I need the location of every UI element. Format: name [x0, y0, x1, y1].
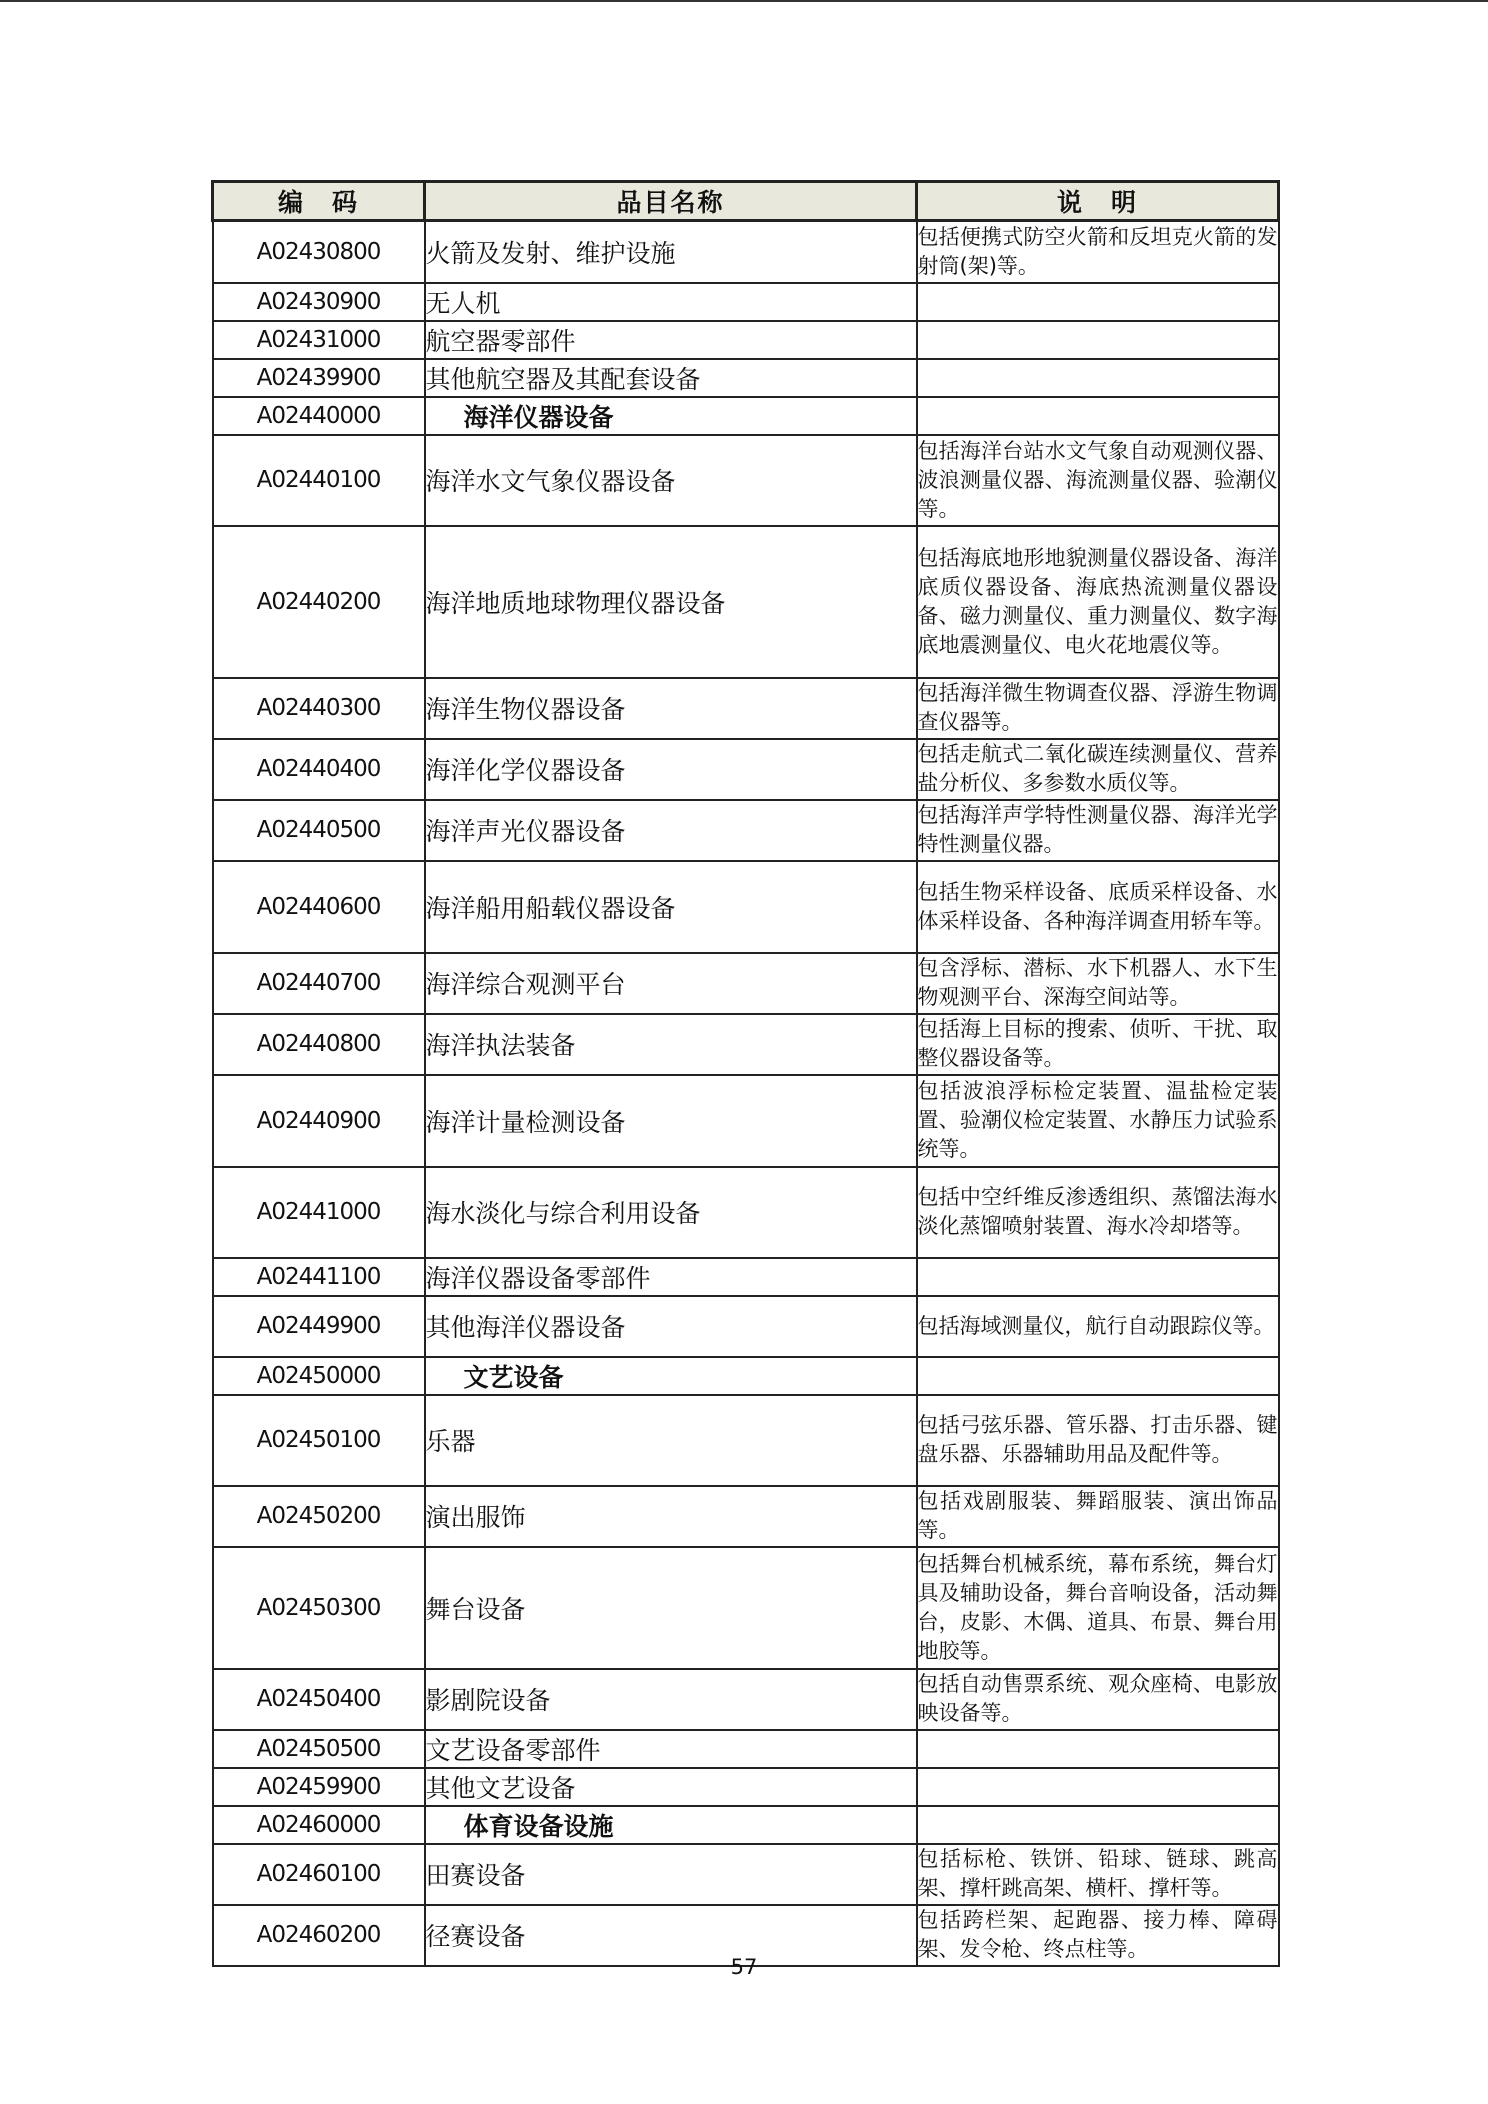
item-name: 其他航空器及其配套设备: [425, 359, 917, 397]
item-name: 航空器零部件: [425, 321, 917, 359]
item-description: [917, 1768, 1279, 1806]
table-row: [213, 359, 1279, 397]
item-code: A02450400: [213, 1669, 425, 1730]
item-description: 包括弓弦乐器、管乐器、打击乐器、键盘乐器、乐器辅助用品及配件等。: [917, 1395, 1279, 1486]
item-name: 海洋船用船载仪器设备: [425, 861, 917, 953]
item-description: [917, 397, 1279, 435]
table-row: [213, 800, 1279, 861]
item-code: A02440000: [213, 397, 425, 435]
table-row: [213, 1844, 1279, 1905]
item-name: 径赛设备: [425, 1905, 917, 1966]
category-name: 海洋仪器设备: [425, 397, 917, 435]
table-row: [213, 526, 1279, 678]
table-row: [213, 435, 1279, 526]
item-code: A02460200: [213, 1905, 425, 1966]
item-code: A02440800: [213, 1014, 425, 1075]
item-code: A02440700: [213, 953, 425, 1014]
item-name: 海洋计量检测设备: [425, 1075, 917, 1167]
table-row: [213, 739, 1279, 800]
item-code: A02460100: [213, 1844, 425, 1905]
item-name: 舞台设备: [425, 1547, 917, 1669]
table-row: [213, 1014, 1279, 1075]
item-description: 包括波浪浮标检定装置、温盐检定装置、验潮仪检定装置、水静压力试验系统等。: [917, 1075, 1279, 1167]
item-name: 海洋化学仪器设备: [425, 739, 917, 800]
table-row: [213, 1486, 1279, 1547]
item-description: 包括海底地形地貌测量仪器设备、海洋底质仪器设备、海底热流测量仪器设备、磁力测量仪、重力测量仪、数字海底地震测量仪、电火花地震仪等。: [917, 526, 1279, 678]
item-code: A02440300: [213, 678, 425, 739]
item-description: 包含浮标、潜标、水下机器人、水下生物观测平台、深海空间站等。: [917, 953, 1279, 1014]
item-description: 包括海洋声学特性测量仪器、海洋光学特性测量仪器。: [917, 800, 1279, 861]
item-name: 无人机: [425, 283, 917, 321]
item-description: 包括便携式防空火箭和反坦克火箭的发射筒(架)等。: [917, 221, 1279, 283]
category-row: [213, 1806, 1279, 1844]
item-description: 包括走航式二氧化碳连续测量仪、营养盐分析仪、多参数水质仪等。: [917, 739, 1279, 800]
table-row: [213, 221, 1279, 283]
item-name: 影剧院设备: [425, 1669, 917, 1730]
item-name: 乐器: [425, 1395, 917, 1486]
item-description: [917, 1258, 1279, 1296]
item-code: A02450500: [213, 1730, 425, 1768]
item-name: 海洋生物仪器设备: [425, 678, 917, 739]
top-border-line: [0, 0, 1488, 2]
item-code: A02440100: [213, 435, 425, 526]
table-row: [213, 1075, 1279, 1167]
item-name: 演出服饰: [425, 1486, 917, 1547]
item-code: A02450000: [213, 1357, 425, 1395]
item-description: 包括舞台机械系统，幕布系统，舞台灯具及辅助设备，舞台音响设备，活动舞台，皮影、木偶、道具、布景、舞台用地胶等。: [917, 1547, 1279, 1669]
item-description: [917, 1806, 1279, 1844]
item-name: 火箭及发射、维护设施: [425, 221, 917, 283]
category-row: [213, 1357, 1279, 1395]
item-name: 海洋仪器设备零部件: [425, 1258, 917, 1296]
item-code: A02430900: [213, 283, 425, 321]
catalog-table: [211, 180, 1280, 1967]
item-description: [917, 1357, 1279, 1395]
table-row: [213, 321, 1279, 359]
table-row: [213, 1669, 1279, 1730]
table-row: [213, 1296, 1279, 1357]
table-row: [213, 1547, 1279, 1669]
item-name: 海洋声光仪器设备: [425, 800, 917, 861]
item-code: A02440500: [213, 800, 425, 861]
table-row: [213, 1167, 1279, 1258]
page-number: 57: [730, 1955, 758, 1979]
item-description: 包括跨栏架、起跑器、接力棒、障碍架、发令枪、终点柱等。: [917, 1905, 1279, 1966]
item-code: A02441100: [213, 1258, 425, 1296]
item-code: A02450300: [213, 1547, 425, 1669]
item-name: 其他文艺设备: [425, 1768, 917, 1806]
item-code: A02439900: [213, 359, 425, 397]
table-row: [213, 1768, 1279, 1806]
item-name: 文艺设备零部件: [425, 1730, 917, 1768]
table-row: [213, 1395, 1279, 1486]
item-description: 包括中空纤维反渗透组织、蒸馏法海水淡化蒸馏喷射装置、海水冷却塔等。: [917, 1167, 1279, 1258]
table-row: [213, 953, 1279, 1014]
item-description: [917, 321, 1279, 359]
item-code: A02440200: [213, 526, 425, 678]
item-name: 其他海洋仪器设备: [425, 1296, 917, 1357]
item-description: 包括戏剧服装、舞蹈服装、演出饰品等。: [917, 1486, 1279, 1547]
item-description: 包括标枪、铁饼、铅球、链球、跳高架、撑杆跳高架、横杆、撑杆等。: [917, 1844, 1279, 1905]
header-desc: 说 明: [917, 182, 1279, 221]
item-name: 田赛设备: [425, 1844, 917, 1905]
item-code: A02450100: [213, 1395, 425, 1486]
item-description: [917, 1730, 1279, 1768]
item-name: 海水淡化与综合利用设备: [425, 1167, 917, 1258]
item-code: A02440400: [213, 739, 425, 800]
item-description: 包括生物采样设备、底质采样设备、水体采样设备、各种海洋调查用轿车等。: [917, 861, 1279, 953]
table-row: [213, 283, 1279, 321]
item-code: A02441000: [213, 1167, 425, 1258]
item-description: 包括海洋台站水文气象自动观测仪器、波浪测量仪器、海流测量仪器、验潮仪等。: [917, 435, 1279, 526]
table-row: [213, 1258, 1279, 1296]
header-code: 编 码: [213, 182, 425, 221]
item-description: 包括海上目标的搜索、侦听、干扰、取整仪器设备等。: [917, 1014, 1279, 1075]
item-name: 海洋执法装备: [425, 1014, 917, 1075]
category-name: 文艺设备: [425, 1357, 917, 1395]
category-row: [213, 397, 1279, 435]
item-description: 包括自动售票系统、观众座椅、电影放映设备等。: [917, 1669, 1279, 1730]
item-name: 海洋综合观测平台: [425, 953, 917, 1014]
table-row: [213, 1730, 1279, 1768]
item-name: 海洋地质地球物理仪器设备: [425, 526, 917, 678]
item-code: A02431000: [213, 321, 425, 359]
item-description: 包括海域测量仪，航行自动跟踪仪等。: [917, 1296, 1279, 1357]
item-code: A02450200: [213, 1486, 425, 1547]
table-header-row: [213, 182, 1279, 221]
item-code: A02430800: [213, 221, 425, 283]
item-code: A02440900: [213, 1075, 425, 1167]
header-name: 品目名称: [425, 182, 917, 221]
category-name: 体育设备设施: [425, 1806, 917, 1844]
item-code: A02449900: [213, 1296, 425, 1357]
item-description: [917, 359, 1279, 397]
item-description: 包括海洋微生物调查仪器、浮游生物调查仪器等。: [917, 678, 1279, 739]
item-code: A02440600: [213, 861, 425, 953]
table-row: [213, 678, 1279, 739]
item-code: A02460000: [213, 1806, 425, 1844]
item-description: [917, 283, 1279, 321]
table-row: [213, 861, 1279, 953]
item-name: 海洋水文气象仪器设备: [425, 435, 917, 526]
item-code: A02459900: [213, 1768, 425, 1806]
